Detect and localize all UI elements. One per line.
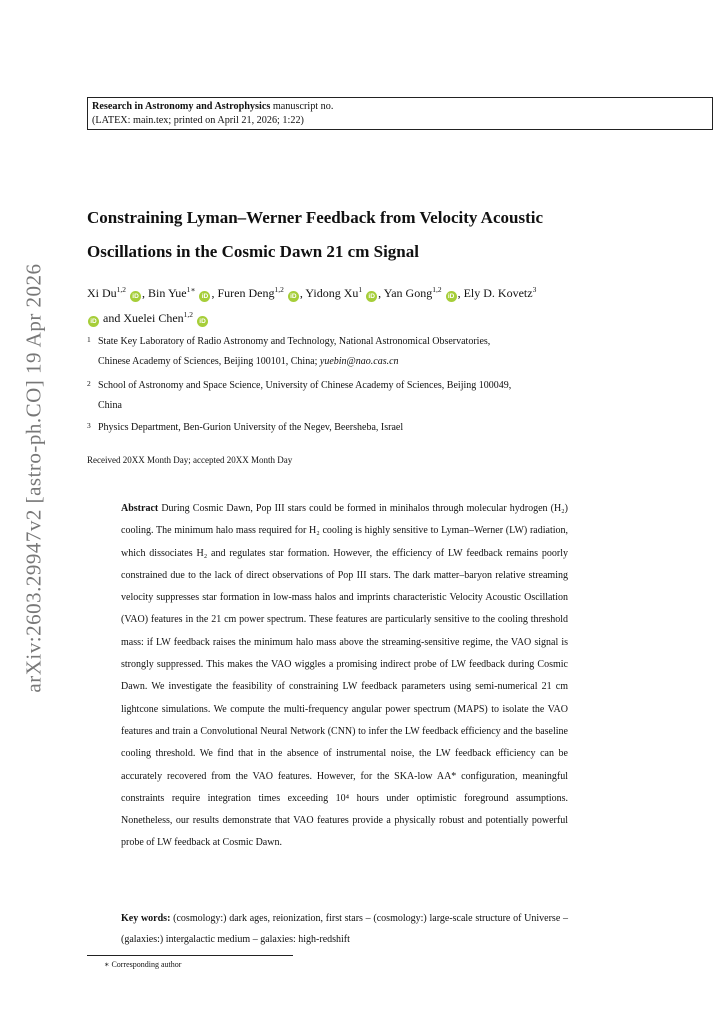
orcid-icon[interactable]: iD: [199, 291, 210, 302]
affiliation-2: 2 School of Astronomy and Space Science, University of Chinese Academy of Sciences, Beijing 100049, China: [87, 379, 512, 411]
affiliation-1: 1 State Key Laboratory of Radio Astronomy and Technology, National Astronomical Observatories, Chinese Academy of Sciences, Beijing 100101, China; yuebin@nao.cas.cn: [87, 335, 491, 367]
received-date: Received 20XX Month Day; accepted 20XX Month Day: [87, 455, 293, 465]
manuscript-header: [87, 97, 713, 130]
keywords-text: (cosmology:) dark ages, reionization, first stars – (cosmology:) large-scale structure of Universe – (galaxies:) intergalactic medium – galaxies: high-redshift: [121, 913, 568, 945]
keywords: [121, 909, 568, 950]
orcid-icon[interactable]: iD: [197, 316, 208, 327]
title-line-2: Oscillations in the Cosmic Dawn 21 cm Signal: [87, 242, 419, 261]
arxiv-stamp: [21, 263, 46, 693]
latex-line: (LATEX: main.tex; printed on April 21, 2026; 1:22): [92, 115, 304, 126]
keywords-label: Key words:: [121, 913, 171, 924]
orcid-icon[interactable]: iD: [88, 316, 99, 327]
author-list: [87, 279, 647, 329]
author: Yan Gong$^{1,2}$ iD ,: [383, 285, 464, 300]
journal-name: Research in Astronomy and Astrophysics: [92, 101, 271, 112]
author: Yidong Xu$^1$ iD ,: [305, 285, 384, 300]
orcid-icon[interactable]: iD: [288, 291, 299, 302]
manuscript-label: manuscript no.: [270, 101, 334, 112]
footnote: ∗ Corresponding author: [104, 960, 182, 969]
affiliation-3: 3 Physics Department, Ben-Gurion University of the Negev, Beersheba, Israel: [87, 421, 404, 433]
orcid-icon[interactable]: iD: [446, 291, 457, 302]
title-line-1: Constraining Lyman–Werner Feedback from Velocity Acoustic: [87, 208, 544, 227]
abstract-label: Abstract: [121, 503, 159, 514]
author: Xi Du$^{1,2}$ iD ,: [87, 285, 149, 300]
paper-title: [87, 201, 647, 269]
author: Ely D. Kovetz$^3$: [463, 285, 537, 300]
author: Bin Yue$^{1∗}$ iD ,: [148, 285, 218, 300]
abstract: [121, 498, 568, 855]
email-link[interactable]: yuebin@nao.cas.cn: [319, 356, 399, 367]
orcid-icon[interactable]: iD: [366, 291, 377, 302]
orcid-icon[interactable]: iD: [130, 291, 141, 302]
abstract-text: During Cosmic Dawn, Pop III stars could be formed in minihalos through molecular hydrogen (H₂) cooling. The minimum halo mass required for H₂ cooling is highly sensitive to Lyman–Werner (LW) radiation, which dissociates H₂ and regulates star formation. However, the efficiency of LW feedback remains poorly constrained due to the lack of direct observations of Pop III stars. The dark matter–baryon relative streaming velocity suppresses star formation in low-mass halos and imprints characteristic Velocity Acoustic Oscillation (VAO) features in the 21 cm power spectrum. These features are particularly sensitive to the cooling threshold mass: if LW feedback raises the minimum halo mass above the streaming-sensitive regime, the VAO signal is strongly suppressed. This makes the VAO wiggles a promising indirect probe of LW feedback during Cosmic Dawn. We investigate the feasibility of constraining LW feedback parameters using semi-numerical 21 cm lightcone simulations. We compute the multi-frequency angular power spectrum (MAPS) to isolate the VAO features and train a Convolutional Neural Network (CNN) to infer the LW feedback efficiency and the baseline cooling threshold. We find that in the absence of instrumental noise, the LW feedback efficiency can be accurately recovered from the VAO features. However, for the SKA-low AA* configuration, meaningful constraints require integration times exceeding 10⁴ hours under optimistic foreground assumptions. Nonetheless, our results demonstrate that VAO features provide a physically robust and potentially powerful probe of LW feedback at Cosmic Dawn.: [121, 503, 568, 849]
author: and Xuelei Chen$^{1,2}$ iD: [103, 311, 209, 325]
author: Furen Deng$^{1,2}$ iD ,: [217, 285, 306, 300]
arxiv-id: arXiv:2603.29947v2 [astro-ph.CO] 19 Apr 2026: [21, 263, 46, 693]
footnote-rule: [87, 955, 293, 956]
